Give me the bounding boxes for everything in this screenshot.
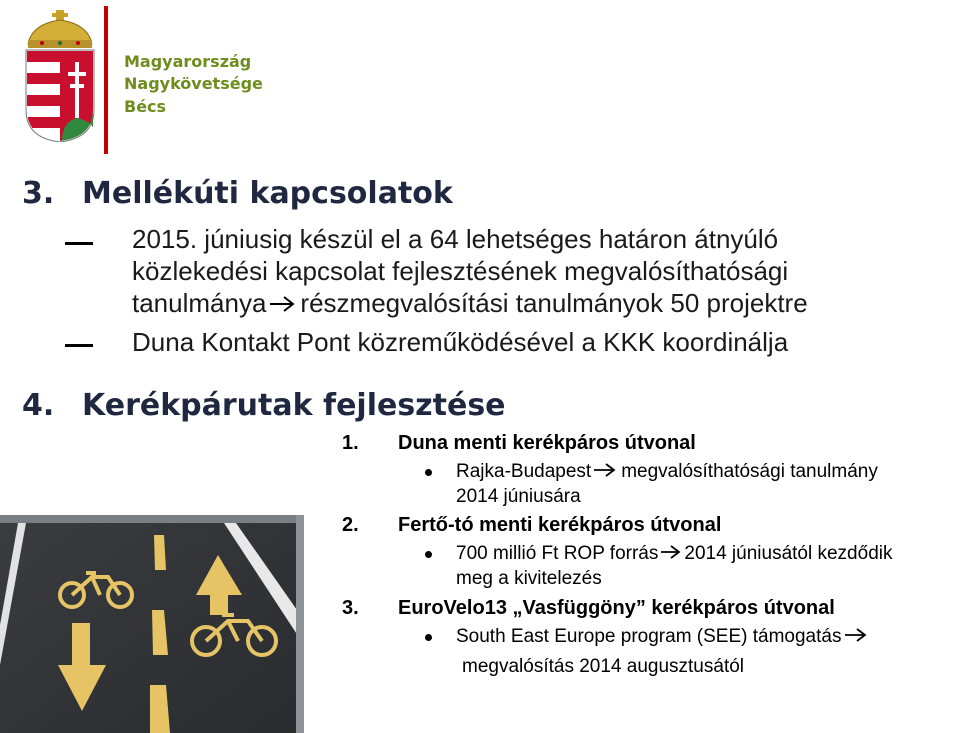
- sub3-bullet-line1: [456, 626, 869, 648]
- section3-item1-text-b: részmegvalósítási tanulmányok 50 projektre: [300, 288, 808, 318]
- sub3-title: EuroVelo13 „Vasfüggöny” kerékpáros útvonal: [398, 597, 835, 619]
- sub2-number: 2.: [342, 514, 359, 536]
- dash-bullet-icon: [65, 242, 93, 245]
- sub3-bullet-text-a: South East Europe program (SEE) támogatás: [456, 626, 842, 647]
- header-divider: [104, 6, 108, 154]
- sub1-bullet-text-b: megvalósíthatósági tanulmány: [621, 461, 878, 482]
- embassy-name-line1: Magyarország: [124, 52, 252, 71]
- arrow-right-icon: [843, 627, 869, 643]
- section4-number: 4.: [22, 388, 55, 423]
- section3-title: Mellékúti kapcsolatok: [82, 176, 453, 211]
- sub2-title: Fertő-tó menti kerékpáros útvonal: [398, 514, 722, 536]
- sub2-bullet-text-a: 700 millió Ft ROP forrás: [456, 543, 659, 564]
- section3-item2-line1: Duna Kontakt Pont közreműködésével a KKK koordinálja: [132, 327, 789, 357]
- embassy-name-line3: Bécs: [124, 97, 167, 116]
- embassy-name-line2: Nagykövetsége: [124, 74, 263, 93]
- sub2-bullet-line2: meg a kivitelezés: [456, 568, 602, 589]
- dash-bullet-icon: [65, 344, 93, 347]
- sub2-bullet-text-b: 2014 júniusától kezdődik: [684, 543, 893, 564]
- sub1-bullet-line1: [456, 461, 878, 483]
- bullet-dot-icon: [425, 634, 432, 641]
- sub2-bullet-line1: [456, 543, 892, 565]
- arrow-right-icon: [268, 294, 298, 314]
- section3-number: 3.: [22, 176, 55, 211]
- section4-title: Kerékpárutak fejlesztése: [82, 388, 506, 423]
- coat-of-arms-icon: [22, 10, 98, 142]
- section3-item1-line3: [132, 288, 808, 319]
- sub1-number: 1.: [342, 432, 359, 454]
- sub1-bullet-text-a: Rajka-Budapest: [456, 461, 592, 482]
- section3-item1-line1: 2015. júniusig készül el a 64 lehetséges határon átnyúló: [132, 224, 779, 254]
- bike-lane-photo: [0, 515, 304, 733]
- sub1-bullet-line2: 2014 júniusára: [456, 486, 581, 507]
- bullet-dot-icon: [425, 469, 432, 476]
- arrow-right-icon: [659, 544, 683, 560]
- bullet-dot-icon: [425, 551, 432, 558]
- section3-item1-line2: közlekedési kapcsolat fejlesztésének megvalósíthatósági: [132, 256, 789, 286]
- sub3-number: 3.: [342, 597, 359, 619]
- section3-item1-text-a: tanulmánya: [132, 288, 267, 318]
- sub3-bullet-line2: megvalósítás 2014 augusztusától: [462, 656, 745, 677]
- arrow-right-icon: [592, 462, 618, 478]
- sub1-title: Duna menti kerékpáros útvonal: [398, 432, 696, 454]
